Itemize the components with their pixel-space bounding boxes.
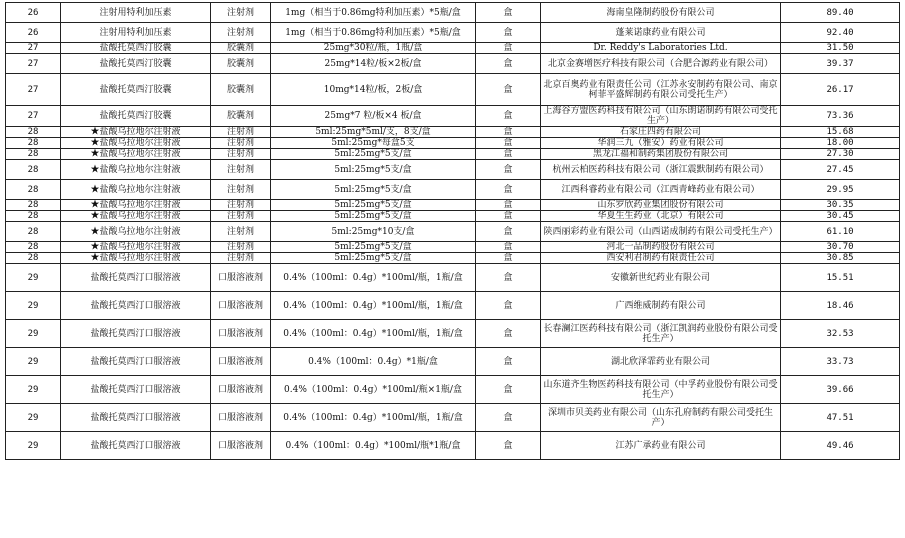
table-row <box>6 3 900 23</box>
drug-name-cell: ★盐酸乌拉地尔注射液 <box>61 242 211 253</box>
drug-name-cell: ★盐酸乌拉地尔注射液 <box>61 138 211 149</box>
manufacturer-cell: 杭州云柏医药科技有限公司（浙江震默制药有限公司） <box>541 160 781 180</box>
specification-cell: 0.4%（100ml：0.4g）*100ml/瓶，1瓶/盒 <box>271 320 476 348</box>
serial-number-cell: 28 <box>6 253 61 264</box>
specification-cell: 5ml:25mg*10支/盒 <box>271 222 476 242</box>
drug-name-cell: 盐酸托莫西汀胶囊 <box>61 43 211 54</box>
price-cell: 30.70 <box>781 242 900 253</box>
price-cell: 92.40 <box>781 23 900 43</box>
price-cell: 26.17 <box>781 74 900 106</box>
manufacturer-cell: 广西维威制药有限公司 <box>541 292 781 320</box>
dosage-form-cell: 口服溶液剂 <box>211 264 271 292</box>
serial-number-cell: 27 <box>6 43 61 54</box>
manufacturer-cell: Dr. Reddy's Laboratories Ltd. <box>541 43 781 54</box>
specification-cell: 5ml:25mg*5支/盒 <box>271 211 476 222</box>
table-row <box>6 149 900 160</box>
table-row <box>6 43 900 54</box>
serial-number-cell: 29 <box>6 264 61 292</box>
drug-name-cell: ★盐酸乌拉地尔注射液 <box>61 160 211 180</box>
price-cell: 39.66 <box>781 376 900 404</box>
table-row <box>6 404 900 432</box>
dosage-form-cell: 注射剂 <box>211 23 271 43</box>
unit-cell: 盒 <box>476 3 541 23</box>
specification-cell: 5ml:25mg*5支/盒 <box>271 242 476 253</box>
table-row <box>6 253 900 264</box>
manufacturer-cell: 深圳市贝美药业有限公司（山东孔府制药有限公司受托生产） <box>541 404 781 432</box>
table-row <box>6 160 900 180</box>
unit-cell: 盒 <box>476 376 541 404</box>
unit-cell: 盒 <box>476 74 541 106</box>
dosage-form-cell: 注射剂 <box>211 200 271 211</box>
specification-cell: 1mg（相当于0.86mg特利加压素）*5瓶/盒 <box>271 23 476 43</box>
price-cell: 30.85 <box>781 253 900 264</box>
manufacturer-cell: 山东罗欣药业集团股份有限公司 <box>541 200 781 211</box>
drug-name-cell: 注射用特利加压素 <box>61 3 211 23</box>
serial-number-cell: 28 <box>6 222 61 242</box>
manufacturer-cell: 河北一品制药股份有限公司 <box>541 242 781 253</box>
dosage-form-cell: 注射剂 <box>211 160 271 180</box>
specification-cell: 5ml:25mg*5支/盒 <box>271 160 476 180</box>
unit-cell: 盒 <box>476 211 541 222</box>
table-row <box>6 138 900 149</box>
price-cell: 27.45 <box>781 160 900 180</box>
specification-cell: 0.4%（100ml：0.4g）*100ml/瓶，1瓶/盒 <box>271 404 476 432</box>
dosage-form-cell: 胶囊剂 <box>211 43 271 54</box>
unit-cell: 盒 <box>476 138 541 149</box>
specification-cell: 25mg*30粒/瓶，1瓶/盒 <box>271 43 476 54</box>
table-row <box>6 432 900 460</box>
table-row <box>6 211 900 222</box>
unit-cell: 盒 <box>476 320 541 348</box>
drug-name-cell: ★盐酸乌拉地尔注射液 <box>61 211 211 222</box>
serial-number-cell: 28 <box>6 127 61 138</box>
unit-cell: 盒 <box>476 180 541 200</box>
price-cell: 39.37 <box>781 54 900 74</box>
price-cell: 61.10 <box>781 222 900 242</box>
drug-name-cell: ★盐酸乌拉地尔注射液 <box>61 149 211 160</box>
manufacturer-cell: 石家庄四药有限公司 <box>541 127 781 138</box>
dosage-form-cell: 口服溶液剂 <box>211 376 271 404</box>
serial-number-cell: 27 <box>6 54 61 74</box>
table-row <box>6 54 900 74</box>
table-row <box>6 180 900 200</box>
manufacturer-cell: 安徽新世纪药业有限公司 <box>541 264 781 292</box>
drug-name-cell: 盐酸托莫西汀口服溶液 <box>61 264 211 292</box>
unit-cell: 盒 <box>476 432 541 460</box>
unit-cell: 盒 <box>476 264 541 292</box>
manufacturer-cell: 华夏生生药业（北京）有限公司 <box>541 211 781 222</box>
specification-cell: 0.4%（100ml：0.4g）*100ml/瓶*1瓶/盒 <box>271 432 476 460</box>
table-row <box>6 74 900 106</box>
specification-cell: 10mg*14粒/板，2板/盒 <box>271 74 476 106</box>
specification-cell: 5ml:25mg*5支/盒 <box>271 149 476 160</box>
drug-name-cell: ★盐酸乌拉地尔注射液 <box>61 200 211 211</box>
specification-cell: 5ml:25mg*每盒5支 <box>271 138 476 149</box>
dosage-form-cell: 口服溶液剂 <box>211 432 271 460</box>
serial-number-cell: 28 <box>6 242 61 253</box>
dosage-form-cell: 口服溶液剂 <box>211 320 271 348</box>
serial-number-cell: 28 <box>6 211 61 222</box>
manufacturer-cell: 黑龙江福和制药集团股份有限公司 <box>541 149 781 160</box>
dosage-form-cell: 注射剂 <box>211 222 271 242</box>
serial-number-cell: 28 <box>6 149 61 160</box>
price-cell: 15.68 <box>781 127 900 138</box>
manufacturer-cell: 北京金赛增医疗科技有限公司（合肥合源药业有限公司） <box>541 54 781 74</box>
drug-name-cell: 盐酸托莫西汀口服溶液 <box>61 292 211 320</box>
drug-name-cell: 盐酸托莫西汀胶囊 <box>61 106 211 127</box>
manufacturer-cell: 海南皇隆制药股份有限公司 <box>541 3 781 23</box>
dosage-form-cell: 注射剂 <box>211 253 271 264</box>
manufacturer-cell: 长春澜江医药科技有限公司（浙江凯润药业股份有限公司受托生产） <box>541 320 781 348</box>
dosage-form-cell: 注射剂 <box>211 242 271 253</box>
manufacturer-cell: 江西科睿药业有限公司（江西青峰药业有限公司） <box>541 180 781 200</box>
table-body <box>6 3 900 460</box>
price-cell: 15.51 <box>781 264 900 292</box>
manufacturer-cell: 上海谷方盟医药科技有限公司（山东朗诺制药有限公司受托生产） <box>541 106 781 127</box>
specification-cell: 0.4%（100ml：0.4g）*100ml/瓶，1瓶/盒 <box>271 292 476 320</box>
table-row <box>6 23 900 43</box>
dosage-form-cell: 注射剂 <box>211 138 271 149</box>
serial-number-cell: 29 <box>6 404 61 432</box>
manufacturer-cell: 江苏广承药业有限公司 <box>541 432 781 460</box>
specification-cell: 0.4%（100ml：0.4g）*100ml/瓶，1瓶/盒 <box>271 264 476 292</box>
table-row <box>6 376 900 404</box>
serial-number-cell: 27 <box>6 106 61 127</box>
price-cell: 33.73 <box>781 348 900 376</box>
unit-cell: 盒 <box>476 106 541 127</box>
drug-name-cell: 盐酸托莫西汀胶囊 <box>61 74 211 106</box>
serial-number-cell: 28 <box>6 200 61 211</box>
specification-cell: 1mg（相当于0.86mg特利加压素）*5瓶/盒 <box>271 3 476 23</box>
serial-number-cell: 26 <box>6 23 61 43</box>
manufacturer-cell: 西安利君制药有限责任公司 <box>541 253 781 264</box>
price-cell: 73.36 <box>781 106 900 127</box>
manufacturer-cell: 华润三九（雅安）药业有限公司 <box>541 138 781 149</box>
price-cell: 49.46 <box>781 432 900 460</box>
serial-number-cell: 29 <box>6 348 61 376</box>
drug-name-cell: ★盐酸乌拉地尔注射液 <box>61 253 211 264</box>
unit-cell: 盒 <box>476 253 541 264</box>
dosage-form-cell: 注射剂 <box>211 127 271 138</box>
price-cell: 89.40 <box>781 3 900 23</box>
price-cell: 30.45 <box>781 211 900 222</box>
dosage-form-cell: 注射剂 <box>211 211 271 222</box>
drug-name-cell: 盐酸托莫西汀胶囊 <box>61 54 211 74</box>
price-cell: 47.51 <box>781 404 900 432</box>
serial-number-cell: 29 <box>6 292 61 320</box>
drug-name-cell: 盐酸托莫西汀口服溶液 <box>61 404 211 432</box>
dosage-form-cell: 口服溶液剂 <box>211 348 271 376</box>
table-row <box>6 106 900 127</box>
manufacturer-cell: 蓬莱诺康药业有限公司 <box>541 23 781 43</box>
dosage-form-cell: 注射剂 <box>211 149 271 160</box>
specification-cell: 25mg*14粒/板×2板/盒 <box>271 54 476 74</box>
unit-cell: 盒 <box>476 149 541 160</box>
unit-cell: 盒 <box>476 292 541 320</box>
dosage-form-cell: 胶囊剂 <box>211 54 271 74</box>
drug-name-cell: ★盐酸乌拉地尔注射液 <box>61 222 211 242</box>
specification-cell: 5ml:25mg*5支/盒 <box>271 180 476 200</box>
serial-number-cell: 27 <box>6 74 61 106</box>
specification-cell: 5ml:25mg*5ml/支，8支/盒 <box>271 127 476 138</box>
table-row <box>6 292 900 320</box>
unit-cell: 盒 <box>476 23 541 43</box>
dosage-form-cell: 胶囊剂 <box>211 74 271 106</box>
drug-name-cell: 注射用特利加压素 <box>61 23 211 43</box>
manufacturer-cell: 北京百奥药业有限责任公司（江苏永安制药有限公司、南京柯菲平盛辉制药有限公司受托生产） <box>541 74 781 106</box>
drug-name-cell: 盐酸托莫西汀口服溶液 <box>61 320 211 348</box>
unit-cell: 盒 <box>476 222 541 242</box>
unit-cell: 盒 <box>476 242 541 253</box>
drug-name-cell: 盐酸托莫西汀口服溶液 <box>61 432 211 460</box>
specification-cell: 5ml:25mg*5支/盒 <box>271 200 476 211</box>
drug-name-cell: 盐酸托莫西汀口服溶液 <box>61 376 211 404</box>
specification-cell: 25mg*7 粒/板×4 板/盒 <box>271 106 476 127</box>
serial-number-cell: 28 <box>6 180 61 200</box>
price-cell: 30.35 <box>781 200 900 211</box>
specification-cell: 0.4%（100ml：0.4g）*1瓶/盒 <box>271 348 476 376</box>
price-cell: 18.46 <box>781 292 900 320</box>
serial-number-cell: 26 <box>6 3 61 23</box>
price-cell: 31.50 <box>781 43 900 54</box>
serial-number-cell: 29 <box>6 376 61 404</box>
table-row <box>6 200 900 211</box>
dosage-form-cell: 胶囊剂 <box>211 106 271 127</box>
unit-cell: 盒 <box>476 348 541 376</box>
dosage-form-cell: 注射剂 <box>211 180 271 200</box>
dosage-form-cell: 口服溶液剂 <box>211 292 271 320</box>
table-row <box>6 222 900 242</box>
unit-cell: 盒 <box>476 200 541 211</box>
table-row <box>6 348 900 376</box>
unit-cell: 盒 <box>476 404 541 432</box>
table-row <box>6 242 900 253</box>
manufacturer-cell: 湖北欣泽霏药业有限公司 <box>541 348 781 376</box>
serial-number-cell: 28 <box>6 138 61 149</box>
drug-name-cell: 盐酸托莫西汀口服溶液 <box>61 348 211 376</box>
drug-name-cell: ★盐酸乌拉地尔注射液 <box>61 127 211 138</box>
drug-name-cell: ★盐酸乌拉地尔注射液 <box>61 180 211 200</box>
table-row <box>6 264 900 292</box>
unit-cell: 盒 <box>476 160 541 180</box>
dosage-form-cell: 口服溶液剂 <box>211 404 271 432</box>
table-row <box>6 127 900 138</box>
unit-cell: 盒 <box>476 43 541 54</box>
serial-number-cell: 28 <box>6 160 61 180</box>
price-cell: 32.53 <box>781 320 900 348</box>
unit-cell: 盒 <box>476 54 541 74</box>
manufacturer-cell: 陕西丽彩药业有限公司（山西诺成制药有限公司受托生产） <box>541 222 781 242</box>
drug-price-table <box>5 2 900 460</box>
price-cell: 18.00 <box>781 138 900 149</box>
specification-cell: 0.4%（100ml：0.4g）*100ml/瓶×1瓶/盒 <box>271 376 476 404</box>
manufacturer-cell: 山东道齐生物医药科技有限公司（中孚药业股份有限公司受托生产） <box>541 376 781 404</box>
price-cell: 29.95 <box>781 180 900 200</box>
serial-number-cell: 29 <box>6 432 61 460</box>
serial-number-cell: 29 <box>6 320 61 348</box>
specification-cell: 5ml:25mg*5支/盒 <box>271 253 476 264</box>
table-row <box>6 320 900 348</box>
dosage-form-cell: 注射剂 <box>211 3 271 23</box>
price-cell: 27.30 <box>781 149 900 160</box>
unit-cell: 盒 <box>476 127 541 138</box>
